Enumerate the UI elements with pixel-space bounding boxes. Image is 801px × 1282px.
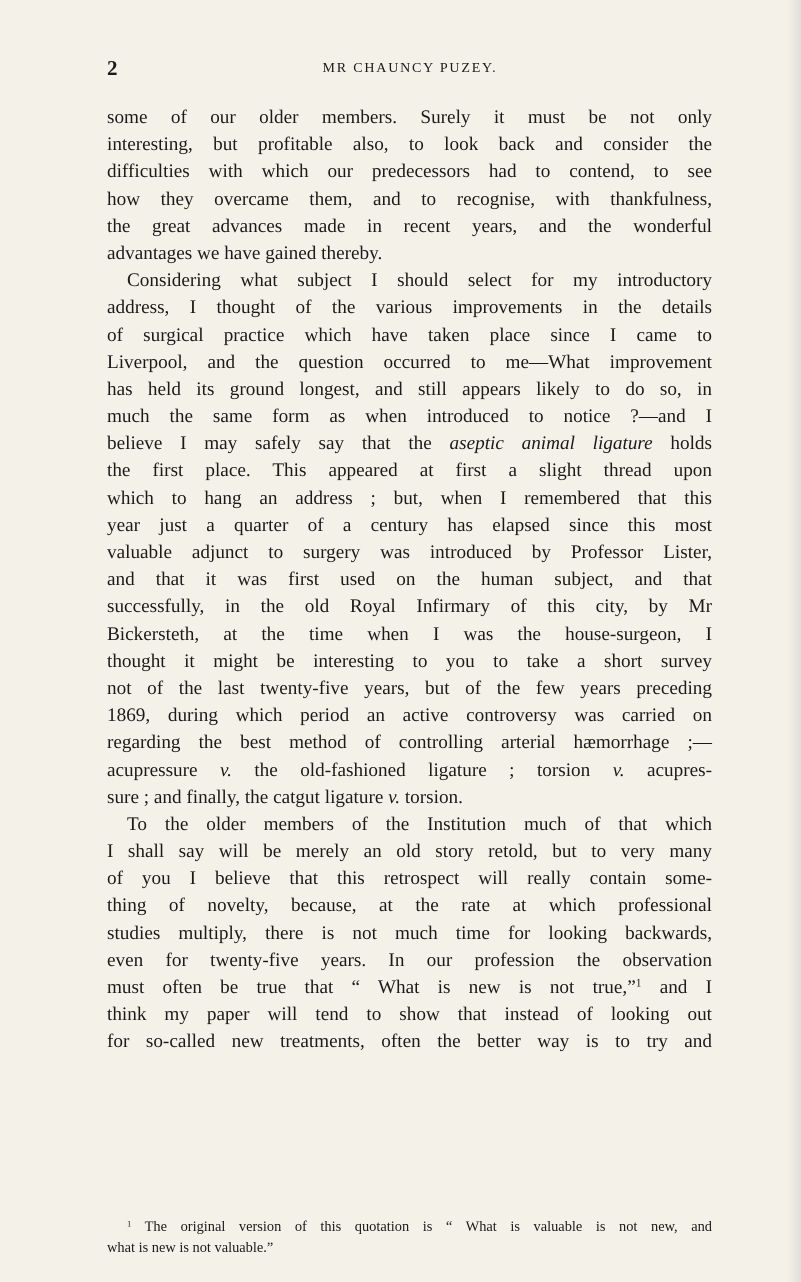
versus-abbrev: v. [612,759,625,781]
footnote-line: what is new is not valuable.” [107,1239,274,1256]
text-line: for so-called new treatments, often the better way is to try and [107,1031,712,1053]
paragraph-start-line: To the older members of the Institution much of that which [127,813,712,835]
text-line: believe I may safely say that the aseptic animal ligature holds [107,433,712,455]
text-line: not of the last twenty-five years, but of the few years preceding [107,677,712,699]
page-edge-shadow [787,0,801,1282]
text-line: 1869, during which period an active controversy was carried on [107,705,712,727]
paragraph-start-line: Considering what subject I should select for my introductory [127,270,712,292]
text-line: of you I believe that this retrospect will really contain some- [107,868,712,890]
text-line: think my paper will tend to show that instead of looking out [107,1004,712,1026]
text-line: even for twenty-five years. In our profession the observation [107,949,712,971]
footnote-line: $^1$ The original version of this quotation is “ What is valuable is not new, and [127,1218,712,1235]
running-title: MR CHAUNCY PUZEY. [322,61,498,76]
text-line: sure ; and finally, the catgut ligature v. torsion. [107,786,463,808]
footnote-reference: 1 [635,977,642,990]
text-line: of surgical practice which have taken place since I came to [107,324,712,346]
text-line: acupressure v. the old-fashioned ligature ; torsion v. acupres- [107,759,712,781]
text-line: the first place. This appeared at first a slight thread upon [107,460,712,482]
running-head [107,56,713,80]
text-line: interesting, but profitable also, to look back and consider the [107,134,712,156]
text-line: how they overcame them, and to recognise, with thankfulness, [107,188,712,210]
text-line: regarding the best method of controlling arterial hæmorrhage ;— [107,732,712,754]
text-line: thought it might be interesting to you to take a short survey [107,650,712,672]
versus-abbrev: v. [220,759,232,781]
text-line: Bickersteth, at the time when I was the house-surgeon, I [107,623,712,645]
text-line: address, I thought of the various improvements in the details [107,297,712,319]
versus-abbrev: v. [388,786,401,808]
text-line: and that it was first used on the human subject, and that [107,569,712,591]
text-line: some of our older members. Surely it must be not only [107,107,712,128]
text-line: year just a quarter of a century has elapsed since this most [107,514,712,536]
text-line: has held its ground longest, and still appears likely to do so, in [107,378,712,400]
text-line: advantages we have gained thereby. [107,242,383,264]
footnote-marker: 1 [127,1218,132,1229]
text-line: which to hang an address ; but, when I remembered that this [107,487,712,509]
italic-phrase: aseptic animal ligature [449,433,653,455]
text-line: difficulties with which our predecessors had to contend, to see [107,161,712,183]
text-line: I shall say will be merely an old story retold, but to very many [107,841,712,863]
text-line: studies multiply, there is not much time for looking backwards, [107,922,712,944]
text-line: much the same form as when introduced to notice ?—and I [107,406,712,428]
footnote [107,1217,712,1258]
text-line: successfully, in the old Royal Infirmary of this city, by Mr [107,596,712,618]
text-line: valuable adjunct to surgery was introduced by Professor Lister, [107,542,712,563]
text-line: Liverpool, and the question occurred to me—What improvement [107,351,712,373]
text-line: must often be true that “ What is new is not true,”$^1$ and I [107,977,712,998]
body-text [107,104,712,1056]
page-number: 2 [107,56,118,80]
text-line: the great advances made in recent years, and the wonderful [107,215,712,237]
text-line: thing of novelty, because, at the rate at which professional [107,895,712,917]
